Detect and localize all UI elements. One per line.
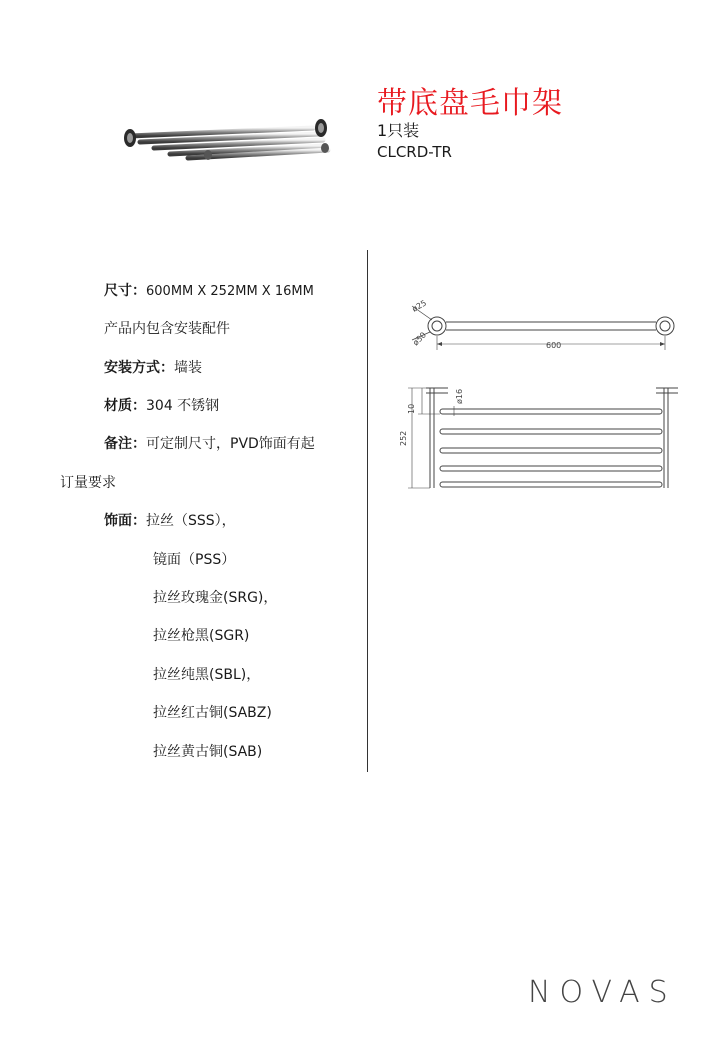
product-photo <box>118 100 333 170</box>
side-view <box>408 388 678 488</box>
package-quantity: 1只装 <box>377 121 420 140</box>
spec-size <box>104 280 314 300</box>
technical-drawing <box>382 296 692 496</box>
remark-value-line1: 可定制尺寸，PVD饰面有起 <box>146 436 315 452</box>
finish-label: 饰面： <box>104 513 146 529</box>
dim-depth: 252 <box>399 430 408 446</box>
finish-item: 拉丝红古铜(SABZ) <box>153 705 272 721</box>
finish-item: 拉丝（SSS）， <box>146 513 236 529</box>
size-value: 600MM X 252MM X 16MM <box>146 284 314 299</box>
material-label: 材质： <box>104 398 146 414</box>
install-value: 墙装 <box>174 360 202 376</box>
spec-finish <box>104 510 236 530</box>
finish-item: 拉丝纯黑(SBL)， <box>153 667 261 683</box>
spec-install <box>104 357 202 377</box>
dim-dia-outer: ø50 <box>411 330 429 348</box>
product-title: 带底盘毛巾架 <box>377 86 563 121</box>
product-code: CLCRD-TR <box>377 143 452 161</box>
finish-item: 拉丝玫瑰金(SRG)， <box>153 590 278 606</box>
dim-width: 600 <box>546 341 562 350</box>
top-view <box>412 306 674 350</box>
brand-logo: NOVAS <box>528 975 677 1010</box>
finish-item: 拉丝枪黑(SGR) <box>153 628 250 644</box>
spec-material <box>104 395 219 415</box>
remark-label: 备注： <box>104 436 146 452</box>
install-label: 安装方式： <box>104 360 174 376</box>
material-value: 304 不锈钢 <box>146 398 220 414</box>
finish-item: 镜面（PSS） <box>153 552 236 568</box>
size-label: 尺寸： <box>104 283 146 299</box>
spec-included: 产品内包含安装配件 <box>104 321 230 337</box>
dim-tube-dia: ø16 <box>455 388 464 404</box>
spec-remark <box>104 433 315 453</box>
dim-dia-inner: ø25 <box>410 298 429 314</box>
dim-offset: 10 <box>407 403 416 414</box>
remark-value-line2: 订量要求 <box>60 475 116 491</box>
column-divider <box>367 250 368 772</box>
finish-item: 拉丝黄古铜(SAB) <box>153 744 263 760</box>
